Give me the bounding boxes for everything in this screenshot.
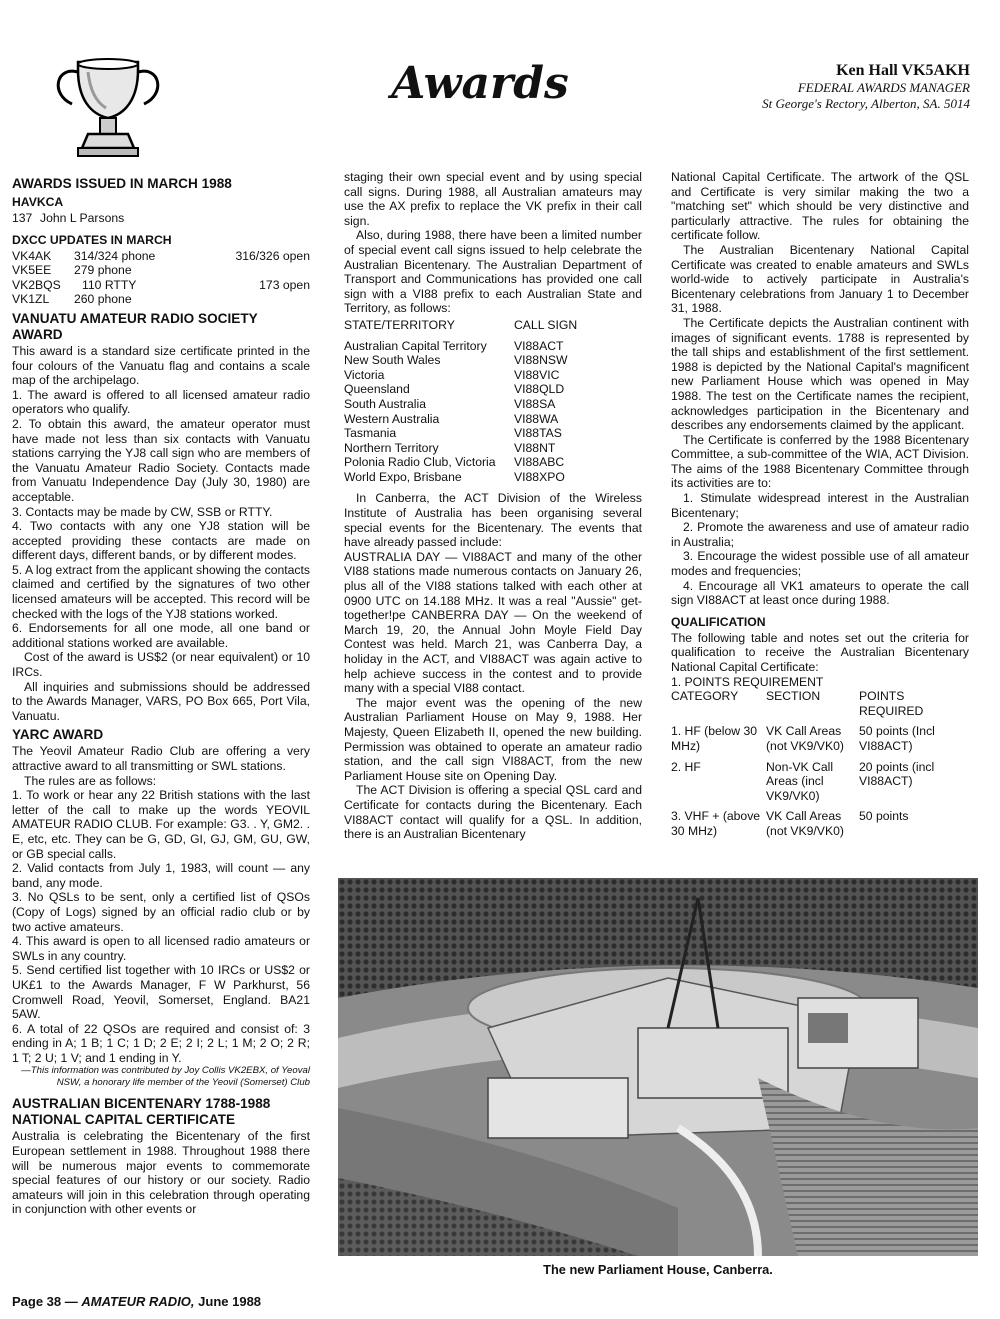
- call-sign: VI88NT: [514, 440, 556, 455]
- dxcc-extra: [224, 292, 310, 307]
- paragraph: 1. The award is offered to all licensed amateur radio operators who qualify.: [12, 387, 310, 417]
- paragraph: The following table and notes set out the criteria for qualification to receive the Australian Bicentenary National Capital Certificate:: [671, 630, 969, 674]
- paragraph: 5. A log extract from the applicant showing the contacts claimed and certified by the signatures of two other licensed amateurs will be accepted. This record will be checked with the logs of the YJ8 stations worked.: [12, 562, 310, 621]
- dxcc-call: VK2BQS: [12, 277, 61, 292]
- call-sign: VI88WA: [514, 411, 559, 426]
- heading-awards-issued: AWARDS ISSUED IN MARCH 1988: [12, 176, 232, 191]
- column-2: [344, 170, 642, 842]
- state-name: Victoria: [344, 367, 385, 382]
- dxcc-row: [12, 263, 310, 278]
- heading-vanuatu: VANUATU AMATEUR RADIO SOCIETY AWARD: [12, 310, 258, 342]
- dxcc-extra: 316/326 open: [235, 248, 310, 263]
- dxcc-detail: 260 phone: [74, 292, 132, 307]
- issue-date: June 1988: [198, 1294, 262, 1309]
- callsign-row: [344, 397, 642, 412]
- call-sign: VI88XPO: [514, 469, 565, 484]
- paragraph: 4. This award is open to all licensed radio amateurs or SWLs in any country.: [12, 934, 310, 963]
- state-name: World Expo, Brisbane: [344, 469, 462, 484]
- dxcc-row: [12, 249, 310, 264]
- points-title: 1. POINTS REQUIREMENT: [671, 674, 824, 689]
- author-role: FEDERAL AWARDS MANAGER: [797, 80, 970, 95]
- dxcc-detail: 279 phone: [74, 263, 132, 278]
- state-name: New South Wales: [344, 353, 441, 368]
- paragraph: In Canberra, the ACT Division of the Wireless Institute of Australia has been organising several special events for the Bicentenary. The events that have already passed include:: [344, 491, 642, 550]
- dxcc-row: [12, 278, 310, 293]
- parliament-house-photo: [338, 878, 978, 1256]
- call-sign: VI88NSW: [514, 353, 568, 368]
- points-required: 50 points (Incl VI88ACT): [859, 724, 935, 753]
- state-name: Western Australia: [344, 411, 440, 426]
- state-name: Polonia Radio Club, Victoria: [344, 455, 496, 470]
- trophy-cup-icon: [48, 50, 168, 170]
- call-sign: VI88TAS: [514, 426, 562, 441]
- paragraph: The Yeovil Amateur Radio Club are offering a very attractive award to all transmitting or SWL stations.: [12, 744, 310, 773]
- author-name: Ken Hall VK5AKH: [836, 62, 970, 79]
- dxcc-extra: [224, 263, 310, 278]
- callsign-row: [344, 412, 642, 427]
- callsign-row: [344, 368, 642, 383]
- paragraph: The Certificate depicts the Australian continent with images of significant events. 1788 is represented by the tall ships and establishment of the first settlement. 1988 is depicted by the National Capital's magnificent new Parliament House which was opened in May 1988. The test on the Certificate names the recipient, acknowledges participation in the Bicentenary and describes any endorsements claimed by the applicant.: [671, 315, 969, 433]
- section-title: Awards: [391, 58, 569, 109]
- paragraph: 1. To work or hear any 22 British stations with the last letter of the call to make up the words YEOVIL AMATEUR RADIO CLUB. For example: G3. . Y, GM2. . E, etc, etc. They can be G, GD, GI, GJ, GM, GU, GW, or GB special calls.: [12, 788, 310, 861]
- paragraph: 4. Two contacts with any one YJ8 station will be accepted providing these contacts are made on different days, different bands, or by different modes.: [12, 519, 310, 563]
- havkca-name: John L Parsons: [40, 211, 125, 225]
- heading-bicentenary: AUSTRALIAN BICENTENARY 1788-1988 NATIONAL CAPITAL CERTIFICATE: [12, 1096, 271, 1128]
- list-item: 3. Encourage the widest possible use of all amateur modes and frequencies;: [671, 549, 969, 579]
- dxcc-call: VK4AK: [12, 248, 52, 263]
- havkca-entry: [12, 211, 310, 226]
- list-item: 4. Encourage all VK1 amateurs to operate the call sign VI88ACT at least once during 1988.: [671, 578, 969, 608]
- callsign-row: [344, 426, 642, 441]
- dxcc-list: [12, 249, 310, 307]
- call-sign: VI88VIC: [514, 367, 560, 382]
- state-name: Queensland: [344, 382, 410, 397]
- state-name: Tasmania: [344, 426, 397, 441]
- column-3: [671, 170, 969, 839]
- points-category: 1. HF (below 30 MHz): [671, 724, 758, 753]
- paragraph: The Australian Bicentenary National Capital Certificate was created to enable amateurs and SWLs world-wide to actively participate in Australia's Bicentenary celebrations from January 1 to December 31, 1988.: [671, 242, 969, 316]
- list-item: 2. Promote the awareness and use of amateur radio in Australia;: [671, 520, 969, 549]
- list-item: 1. Stimulate widespread interest in the Australian Bicentenary;: [671, 491, 969, 520]
- paragraph: AUSTRALIA DAY — VI88ACT and many of the other VI88 stations made numerous contacts on January 26, plus all of the VI88 stations talked with each other at 0900 UTC on 14.188 MHz. It was a real "Aussie" get-together!pe CANBERRA DAY — On the weekend of March 19, 20, the Annual John Moyle Field Day Contest was held. March 21, was Canberra Day, a holiday in the ACT, and VI88ACT was again active to help achieve success in the contest and to provide many with a special VI88 contact.: [344, 549, 642, 696]
- call-sign: VI88QLD: [514, 382, 565, 397]
- paragraph: 6. A total of 22 QSOs are required and consist of: 3 ending in A; 1 B; 1 C; 1 D; 2 E; 2 I; 2 L; 1 M; 2 O; 2 R; 1 T; 2 U; 1 V; and 1 ending in Y.: [12, 1021, 310, 1065]
- column-header: POINTS REQUIRED: [859, 689, 924, 718]
- paragraph: The Certificate is conferred by the 1988 Bicentenary Committee, a sub-committee of the WIA, ACT Division. The aims of the 1988 Bicentenary Committee through its activities are to:: [671, 432, 969, 491]
- page-number: Page 38 —: [12, 1294, 78, 1309]
- dxcc-detail: 110 RTTY: [82, 277, 137, 292]
- column-header: STATE/TERRITORY: [344, 317, 455, 332]
- call-sign: VI88ABC: [514, 455, 565, 470]
- points-table: [671, 689, 969, 838]
- paragraph: staging their own special event and by using special call signs. During 1988, all Australian amateurs may use the AX prefix to replace the VK prefix in their call sign.: [344, 170, 642, 228]
- author-byline: [762, 62, 970, 112]
- heading-yarc: YARC AWARD: [12, 727, 104, 743]
- callsign-table-header: [344, 318, 642, 333]
- paragraph: 3. No QSLs to be sent, only a certified list of QSOs (Copy of Logs) signed by an official radio club or by two active amateurs.: [12, 890, 310, 934]
- points-category: 3. VHF + (above 30 MHz): [671, 809, 761, 838]
- contributor-credit: —This information was contributed by Joy Collis VK2EBX, of Yeoval NSW, a honorary life member of the Yeovil (Somerset) Club: [21, 1065, 310, 1088]
- photo-caption: The new Parliament House, Canberra.: [543, 1262, 773, 1277]
- paragraph: The rules are as follows:: [24, 773, 157, 788]
- author-address: St George's Rectory, Alberton, SA. 5014: [762, 96, 970, 111]
- magazine-name: AMATEUR RADIO,: [81, 1294, 195, 1309]
- column-header: CALL SIGN: [514, 317, 578, 332]
- state-name: Northern Territory: [344, 440, 439, 455]
- callsign-row: [344, 339, 642, 354]
- callsign-row: [344, 353, 642, 368]
- call-sign: VI88SA: [514, 396, 556, 411]
- callsign-row: [344, 455, 642, 470]
- points-section: VK Call Areas (not VK9/VK0): [766, 809, 844, 838]
- havkca-number: 137: [12, 211, 33, 225]
- callsign-table: [344, 318, 642, 485]
- points-category: 2. HF: [671, 759, 701, 774]
- paragraph: 6. Endorsements for all one mode, all one band or additional stations worked are available.: [12, 621, 310, 650]
- state-name: South Australia: [344, 396, 426, 411]
- paragraph: Cost of the award is US$2 (or near equivalent) or 10 IRCs.: [12, 650, 310, 680]
- paragraph: 3. Contacts may be made by CW, SSB or RTTY.: [12, 504, 273, 519]
- paragraph: All inquiries and submissions should be addressed to the Awards Manager, VARS, PO Box 665, Port Vila, Vanuatu.: [12, 679, 310, 723]
- paragraph: Also, during 1988, there have been a limited number of special event call signs issued to help celebrate the Australian Bicentenary. The Australian Department of Transport and Communications has provided one call sign with a VI88 prefix to each Australian State and Territory, as follows:: [344, 228, 642, 316]
- paragraph: This award is a standard size certificate printed in the four colours of the Vanuatu flag and contains a scale map of the archipelago.: [12, 343, 310, 388]
- paragraph: The major event was the opening of the new Australian Parliament House on May 9, 1988. Her Majesty, Queen Elizabeth II, opened the new building. Permission was obtained to operate an amateur radio station, and the call sign VI88ACT, from the new Parliament House site on Opening Day.: [344, 695, 642, 783]
- column-header: CATEGORY: [671, 689, 739, 704]
- dxcc-call: VK5EE: [12, 263, 52, 278]
- paragraph: Australia is celebrating the Bicentenary of the first European settlement in 1988. Throughout 1988 there will be numerous major events to commemorate special features of our history or our society. Radio amateurs will join in this celebration through operating in conjunction with other events or: [12, 1129, 310, 1217]
- paragraph: 2. Valid contacts from July 1, 1983, will count — any band, any mode.: [12, 861, 310, 890]
- callsign-row: [344, 441, 642, 456]
- dxcc-extra: 173 open: [259, 277, 310, 292]
- paragraph: The ACT Division is offering a special QSL card and Certificate for contacts during the Bicentenary. Each VI88ACT contact will qualify for a QSL. In addition, there is an Australian Bicentenary: [344, 783, 642, 842]
- callsign-row: [344, 382, 642, 397]
- callsign-row: [344, 470, 642, 485]
- state-name: Australian Capital Territory: [344, 338, 487, 353]
- heading-havkca: HAVKCA: [12, 195, 64, 209]
- dxcc-detail: 314/324 phone: [74, 248, 156, 263]
- call-sign: VI88ACT: [514, 338, 564, 353]
- points-section: VK Call Areas (not VK9/VK0): [766, 724, 844, 753]
- paragraph: 5. Send certified list together with 10 IRCs or US$2 or UK£1 to the Awards Manager, F W Parkhurst, 56 Cromwell Road, Yeovil, Somerset, England. BA21 5AW.: [12, 963, 310, 1022]
- column-header: SECTION: [766, 689, 821, 704]
- paragraph: 2. To obtain this award, the amateur operator must have made not less than six contacts with Vanuatu stations carrying the YJ8 call sign who are members of the Vanuatu Amateur Radio Society. Contacts made from Vanuatu Independence Day (July 30, 1980) are acceptable.: [12, 416, 310, 504]
- dxcc-call: VK1ZL: [12, 292, 50, 307]
- column-1: [12, 174, 310, 1217]
- heading-dxcc: DXCC UPDATES IN MARCH: [12, 232, 172, 247]
- page-footer: [12, 1294, 261, 1309]
- points-required: 50 points: [859, 809, 909, 824]
- dxcc-row: [12, 292, 310, 307]
- points-required: 20 points (incl VI88ACT): [859, 759, 935, 789]
- heading-qualification: QUALIFICATION: [671, 614, 766, 629]
- points-section: Non-VK Call Areas (incl VK9/VK0): [766, 759, 834, 803]
- paragraph: National Capital Certificate. The artwork of the QSL and Certificate is very similar making the two a "matching set" which should be very distinctive and particularly attractive. The rules for obtaining the certificate follow.: [671, 170, 969, 243]
